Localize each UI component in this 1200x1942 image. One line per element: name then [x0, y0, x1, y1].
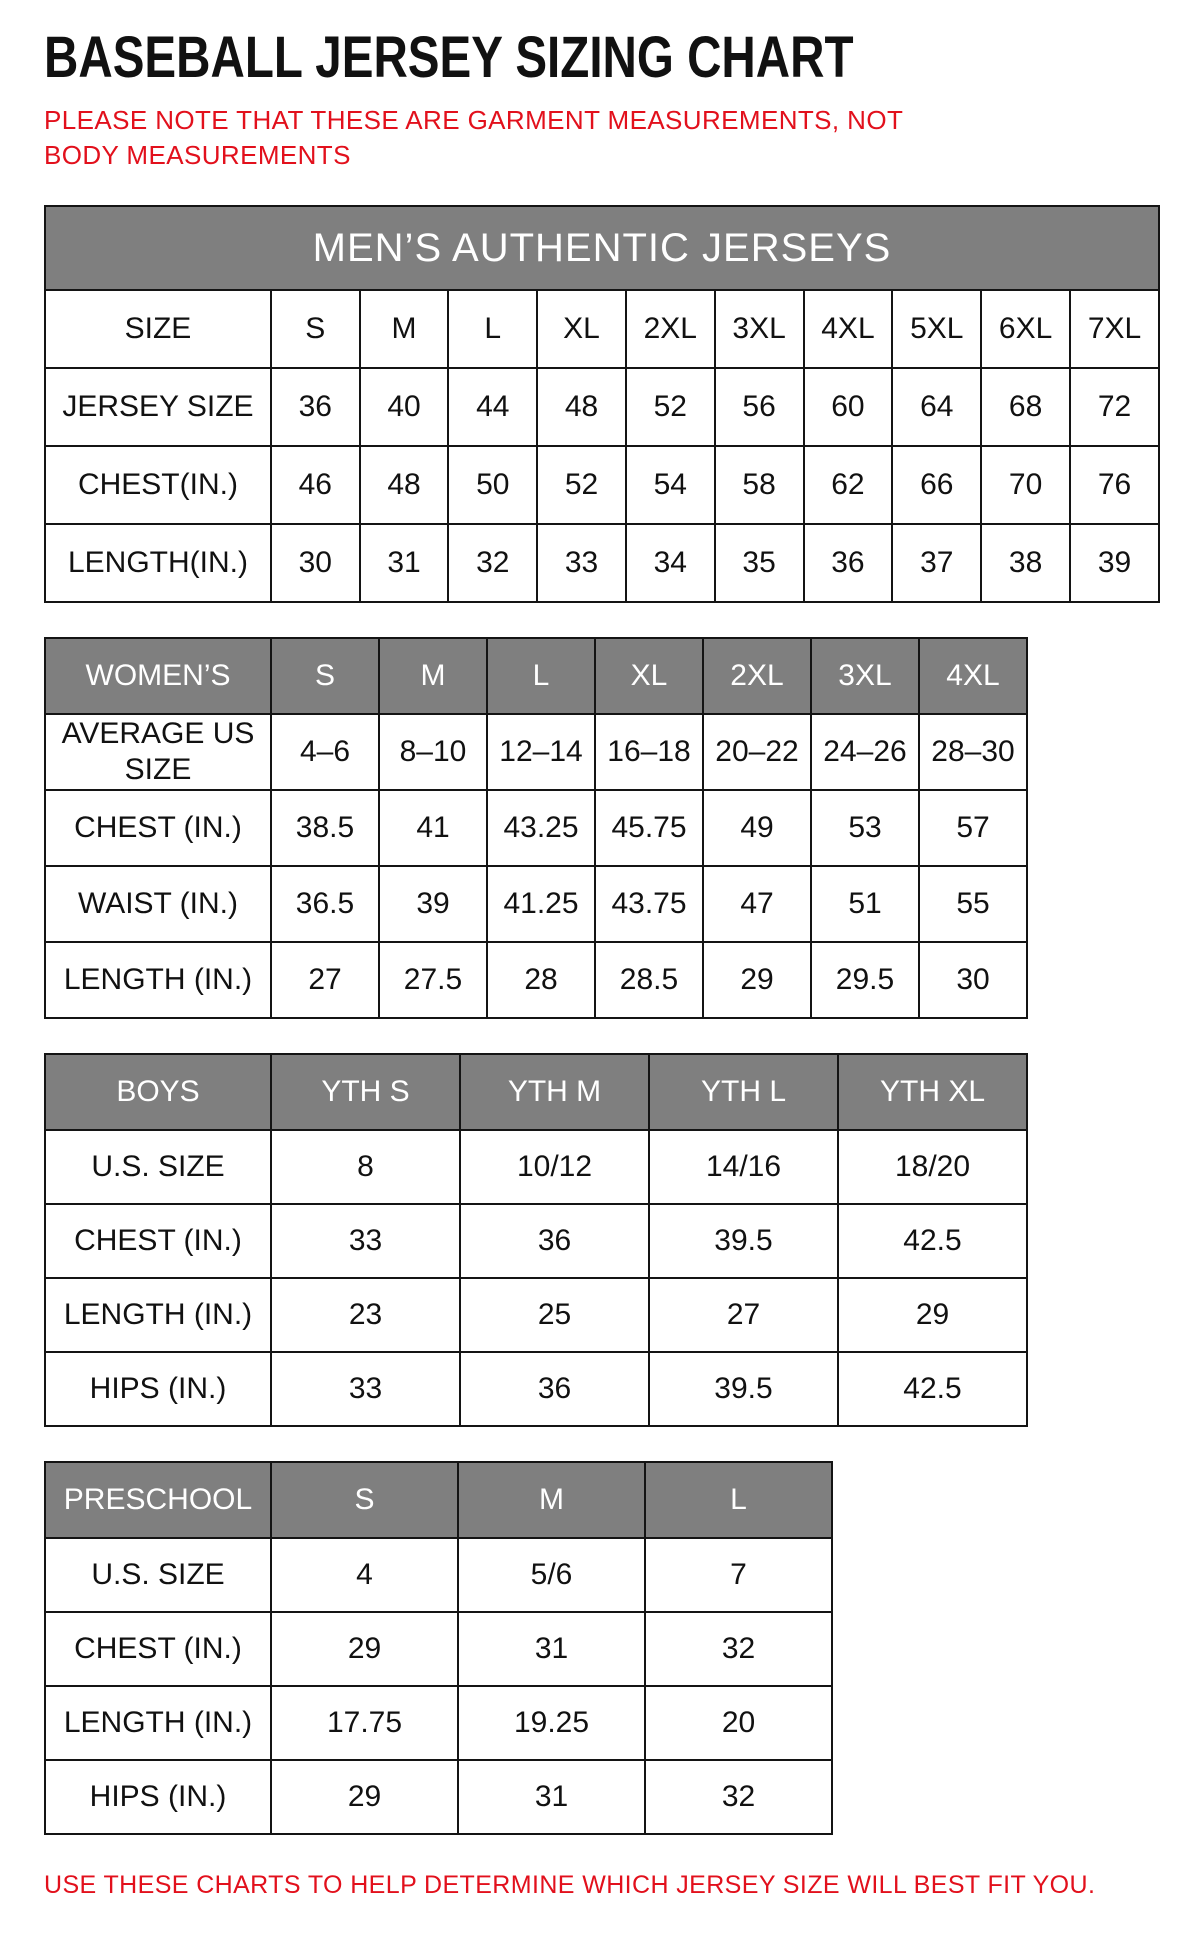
preschool-cell: 29 [271, 1760, 458, 1834]
womens-row-label: WAIST (IN.) [45, 866, 271, 942]
womens-row [45, 866, 1027, 942]
mens-cell: 58 [715, 446, 804, 524]
womens-cell: 28–30 [919, 714, 1027, 790]
mens-cell: L [448, 290, 537, 368]
mens-table [44, 205, 1160, 603]
boys-header-row [45, 1054, 1027, 1130]
mens-row-label: CHEST(IN.) [45, 446, 271, 524]
boys-cell: 39.5 [649, 1204, 838, 1278]
mens-authentic-jerseys-table [44, 205, 1160, 603]
mens-cell: 76 [1070, 446, 1159, 524]
preschool-row [45, 1686, 832, 1760]
preschool-header-row [45, 1462, 832, 1538]
mens-cell: 39 [1070, 524, 1159, 602]
boys-cell: 23 [271, 1278, 460, 1352]
garment-measurements-note: PLEASE NOTE THAT THESE ARE GARMENT MEASUREMENTS, NOT BODY MEASUREMENTS [44, 104, 903, 170]
boys-row-label: LENGTH (IN.) [45, 1278, 271, 1352]
boys-cell: 39.5 [649, 1352, 838, 1426]
womens-cell: 45.75 [595, 790, 703, 866]
boys-header-cell: YTH S [271, 1054, 460, 1130]
womens-cell: 28.5 [595, 942, 703, 1018]
mens-cell: 60 [804, 368, 893, 446]
boys-sizing-table [44, 1053, 1160, 1427]
womens-cell: 12–14 [487, 714, 595, 790]
womens-cell: 38.5 [271, 790, 379, 866]
womens-row [45, 790, 1027, 866]
preschool-cell: 32 [645, 1612, 832, 1686]
boys-cell: 36 [460, 1204, 649, 1278]
mens-row-label: JERSEY SIZE [45, 368, 271, 446]
womens-cell: 47 [703, 866, 811, 942]
preschool-cell: 17.75 [271, 1686, 458, 1760]
boys-cell: 36 [460, 1352, 649, 1426]
preschool-header-cell: M [458, 1462, 645, 1538]
preschool-row-label: LENGTH (IN.) [45, 1686, 271, 1760]
womens-cell: 43.25 [487, 790, 595, 866]
boys-row [45, 1352, 1027, 1426]
womens-row [45, 942, 1027, 1018]
womens-cell: 53 [811, 790, 919, 866]
preschool-cell: 7 [645, 1538, 832, 1612]
boys-cell: 33 [271, 1352, 460, 1426]
mens-cell: 52 [626, 368, 715, 446]
womens-header-cell: S [271, 638, 379, 714]
boys-cell: 33 [271, 1204, 460, 1278]
mens-cell: 36 [804, 524, 893, 602]
womens-cell: 39 [379, 866, 487, 942]
mens-cell: 48 [537, 368, 626, 446]
mens-row [45, 446, 1159, 524]
womens-cell: 43.75 [595, 866, 703, 942]
preschool-header-cell: S [271, 1462, 458, 1538]
mens-cell: 56 [715, 368, 804, 446]
boys-cell: 25 [460, 1278, 649, 1352]
womens-row-label: CHEST (IN.) [45, 790, 271, 866]
womens-cell: 27.5 [379, 942, 487, 1018]
womens-cell: 29 [703, 942, 811, 1018]
mens-row [45, 524, 1159, 602]
mens-cell: 50 [448, 446, 537, 524]
mens-cell: 30 [271, 524, 360, 602]
womens-header-cell: M [379, 638, 487, 714]
preschool-cell: 5/6 [458, 1538, 645, 1612]
womens-cell: 29.5 [811, 942, 919, 1018]
mens-cell: 54 [626, 446, 715, 524]
womens-header-cell: L [487, 638, 595, 714]
boys-cell: 29 [838, 1278, 1027, 1352]
womens-cell: 57 [919, 790, 1027, 866]
page-title: BASEBALL JERSEY SIZING CHART [44, 25, 854, 90]
preschool-row [45, 1612, 832, 1686]
mens-cell: XL [537, 290, 626, 368]
mens-cell: 35 [715, 524, 804, 602]
mens-cell: 6XL [981, 290, 1070, 368]
mens-cell: 34 [626, 524, 715, 602]
mens-cell: 3XL [715, 290, 804, 368]
boys-cell: 10/12 [460, 1130, 649, 1204]
womens-header-cell: 3XL [811, 638, 919, 714]
boys-cell: 27 [649, 1278, 838, 1352]
mens-cell: 2XL [626, 290, 715, 368]
mens-cell: 37 [892, 524, 981, 602]
womens-header-cell: 2XL [703, 638, 811, 714]
preschool-cell: 20 [645, 1686, 832, 1760]
womens-cell: 41 [379, 790, 487, 866]
womens-row [45, 714, 1027, 790]
boys-row [45, 1130, 1027, 1204]
preschool-row [45, 1538, 832, 1612]
womens-cell: 27 [271, 942, 379, 1018]
preschool-header-cell: L [645, 1462, 832, 1538]
mens-cell: 70 [981, 446, 1070, 524]
mens-cell: S [271, 290, 360, 368]
womens-header-cell: 4XL [919, 638, 1027, 714]
womens-cell: 28 [487, 942, 595, 1018]
mens-cell: 33 [537, 524, 626, 602]
womens-cell: 30 [919, 942, 1027, 1018]
boys-header-cell: YTH L [649, 1054, 838, 1130]
boys-row-label: CHEST (IN.) [45, 1204, 271, 1278]
womens-cell: 8–10 [379, 714, 487, 790]
boys-row [45, 1204, 1027, 1278]
womens-cell: 51 [811, 866, 919, 942]
preschool-sizing-table [44, 1461, 1160, 1835]
boys-row [45, 1278, 1027, 1352]
mens-cell: 31 [360, 524, 449, 602]
womens-cell: 49 [703, 790, 811, 866]
womens-cell: 24–26 [811, 714, 919, 790]
mens-row-label: SIZE [45, 290, 271, 368]
womens-header-label: WOMEN’S [45, 638, 271, 714]
mens-cell: 68 [981, 368, 1070, 446]
womens-cell: 4–6 [271, 714, 379, 790]
boys-row-label: HIPS (IN.) [45, 1352, 271, 1426]
boys-cell: 8 [271, 1130, 460, 1204]
preschool-cell: 19.25 [458, 1686, 645, 1760]
mens-row [45, 368, 1159, 446]
mens-cell: 52 [537, 446, 626, 524]
womens-header-cell: XL [595, 638, 703, 714]
boys-header-cell: YTH XL [838, 1054, 1027, 1130]
womens-header-row [45, 638, 1027, 714]
boys-cell: 14/16 [649, 1130, 838, 1204]
mens-cell: 7XL [1070, 290, 1159, 368]
womens-row-label: LENGTH (IN.) [45, 942, 271, 1018]
mens-cell: 5XL [892, 290, 981, 368]
boys-cell: 42.5 [838, 1352, 1027, 1426]
mens-row-label: LENGTH(IN.) [45, 524, 271, 602]
preschool-table [44, 1461, 833, 1835]
mens-cell: 38 [981, 524, 1070, 602]
mens-cell: 72 [1070, 368, 1159, 446]
womens-sizing-table [44, 637, 1160, 1019]
mens-cell: 40 [360, 368, 449, 446]
boys-table [44, 1053, 1028, 1427]
fit-advice-note: USE THESE CHARTS TO HELP DETERMINE WHICH JERSEY SIZE WILL BEST FIT YOU. [44, 1871, 1096, 1900]
mens-cell: 32 [448, 524, 537, 602]
boys-header-label: BOYS [45, 1054, 271, 1130]
preschool-row-label: U.S. SIZE [45, 1538, 271, 1612]
boys-row-label: U.S. SIZE [45, 1130, 271, 1204]
preschool-cell: 31 [458, 1760, 645, 1834]
mens-cell: 62 [804, 446, 893, 524]
womens-row-label: AVERAGE US SIZE [45, 714, 271, 790]
womens-cell: 20–22 [703, 714, 811, 790]
preschool-row [45, 1760, 832, 1834]
preschool-cell: 29 [271, 1612, 458, 1686]
mens-cell: 44 [448, 368, 537, 446]
preschool-cell: 32 [645, 1760, 832, 1834]
mens-cell: 4XL [804, 290, 893, 368]
sizing-tables [44, 205, 1160, 1835]
womens-cell: 16–18 [595, 714, 703, 790]
womens-table [44, 637, 1028, 1019]
mens-cell: 66 [892, 446, 981, 524]
boys-cell: 18/20 [838, 1130, 1027, 1204]
mens-row [45, 290, 1159, 368]
boys-cell: 42.5 [838, 1204, 1027, 1278]
womens-cell: 55 [919, 866, 1027, 942]
preschool-cell: 4 [271, 1538, 458, 1612]
mens-cell: 36 [271, 368, 360, 446]
preschool-cell: 31 [458, 1612, 645, 1686]
womens-cell: 36.5 [271, 866, 379, 942]
preschool-row-label: CHEST (IN.) [45, 1612, 271, 1686]
boys-header-cell: YTH M [460, 1054, 649, 1130]
mens-cell: M [360, 290, 449, 368]
preschool-header-label: PRESCHOOL [45, 1462, 271, 1538]
preschool-row-label: HIPS (IN.) [45, 1760, 271, 1834]
mens-cell: 48 [360, 446, 449, 524]
mens-cell: 64 [892, 368, 981, 446]
womens-cell: 41.25 [487, 866, 595, 942]
mens-cell: 46 [271, 446, 360, 524]
mens-banner: MEN’S AUTHENTIC JERSEYS [45, 206, 1159, 290]
